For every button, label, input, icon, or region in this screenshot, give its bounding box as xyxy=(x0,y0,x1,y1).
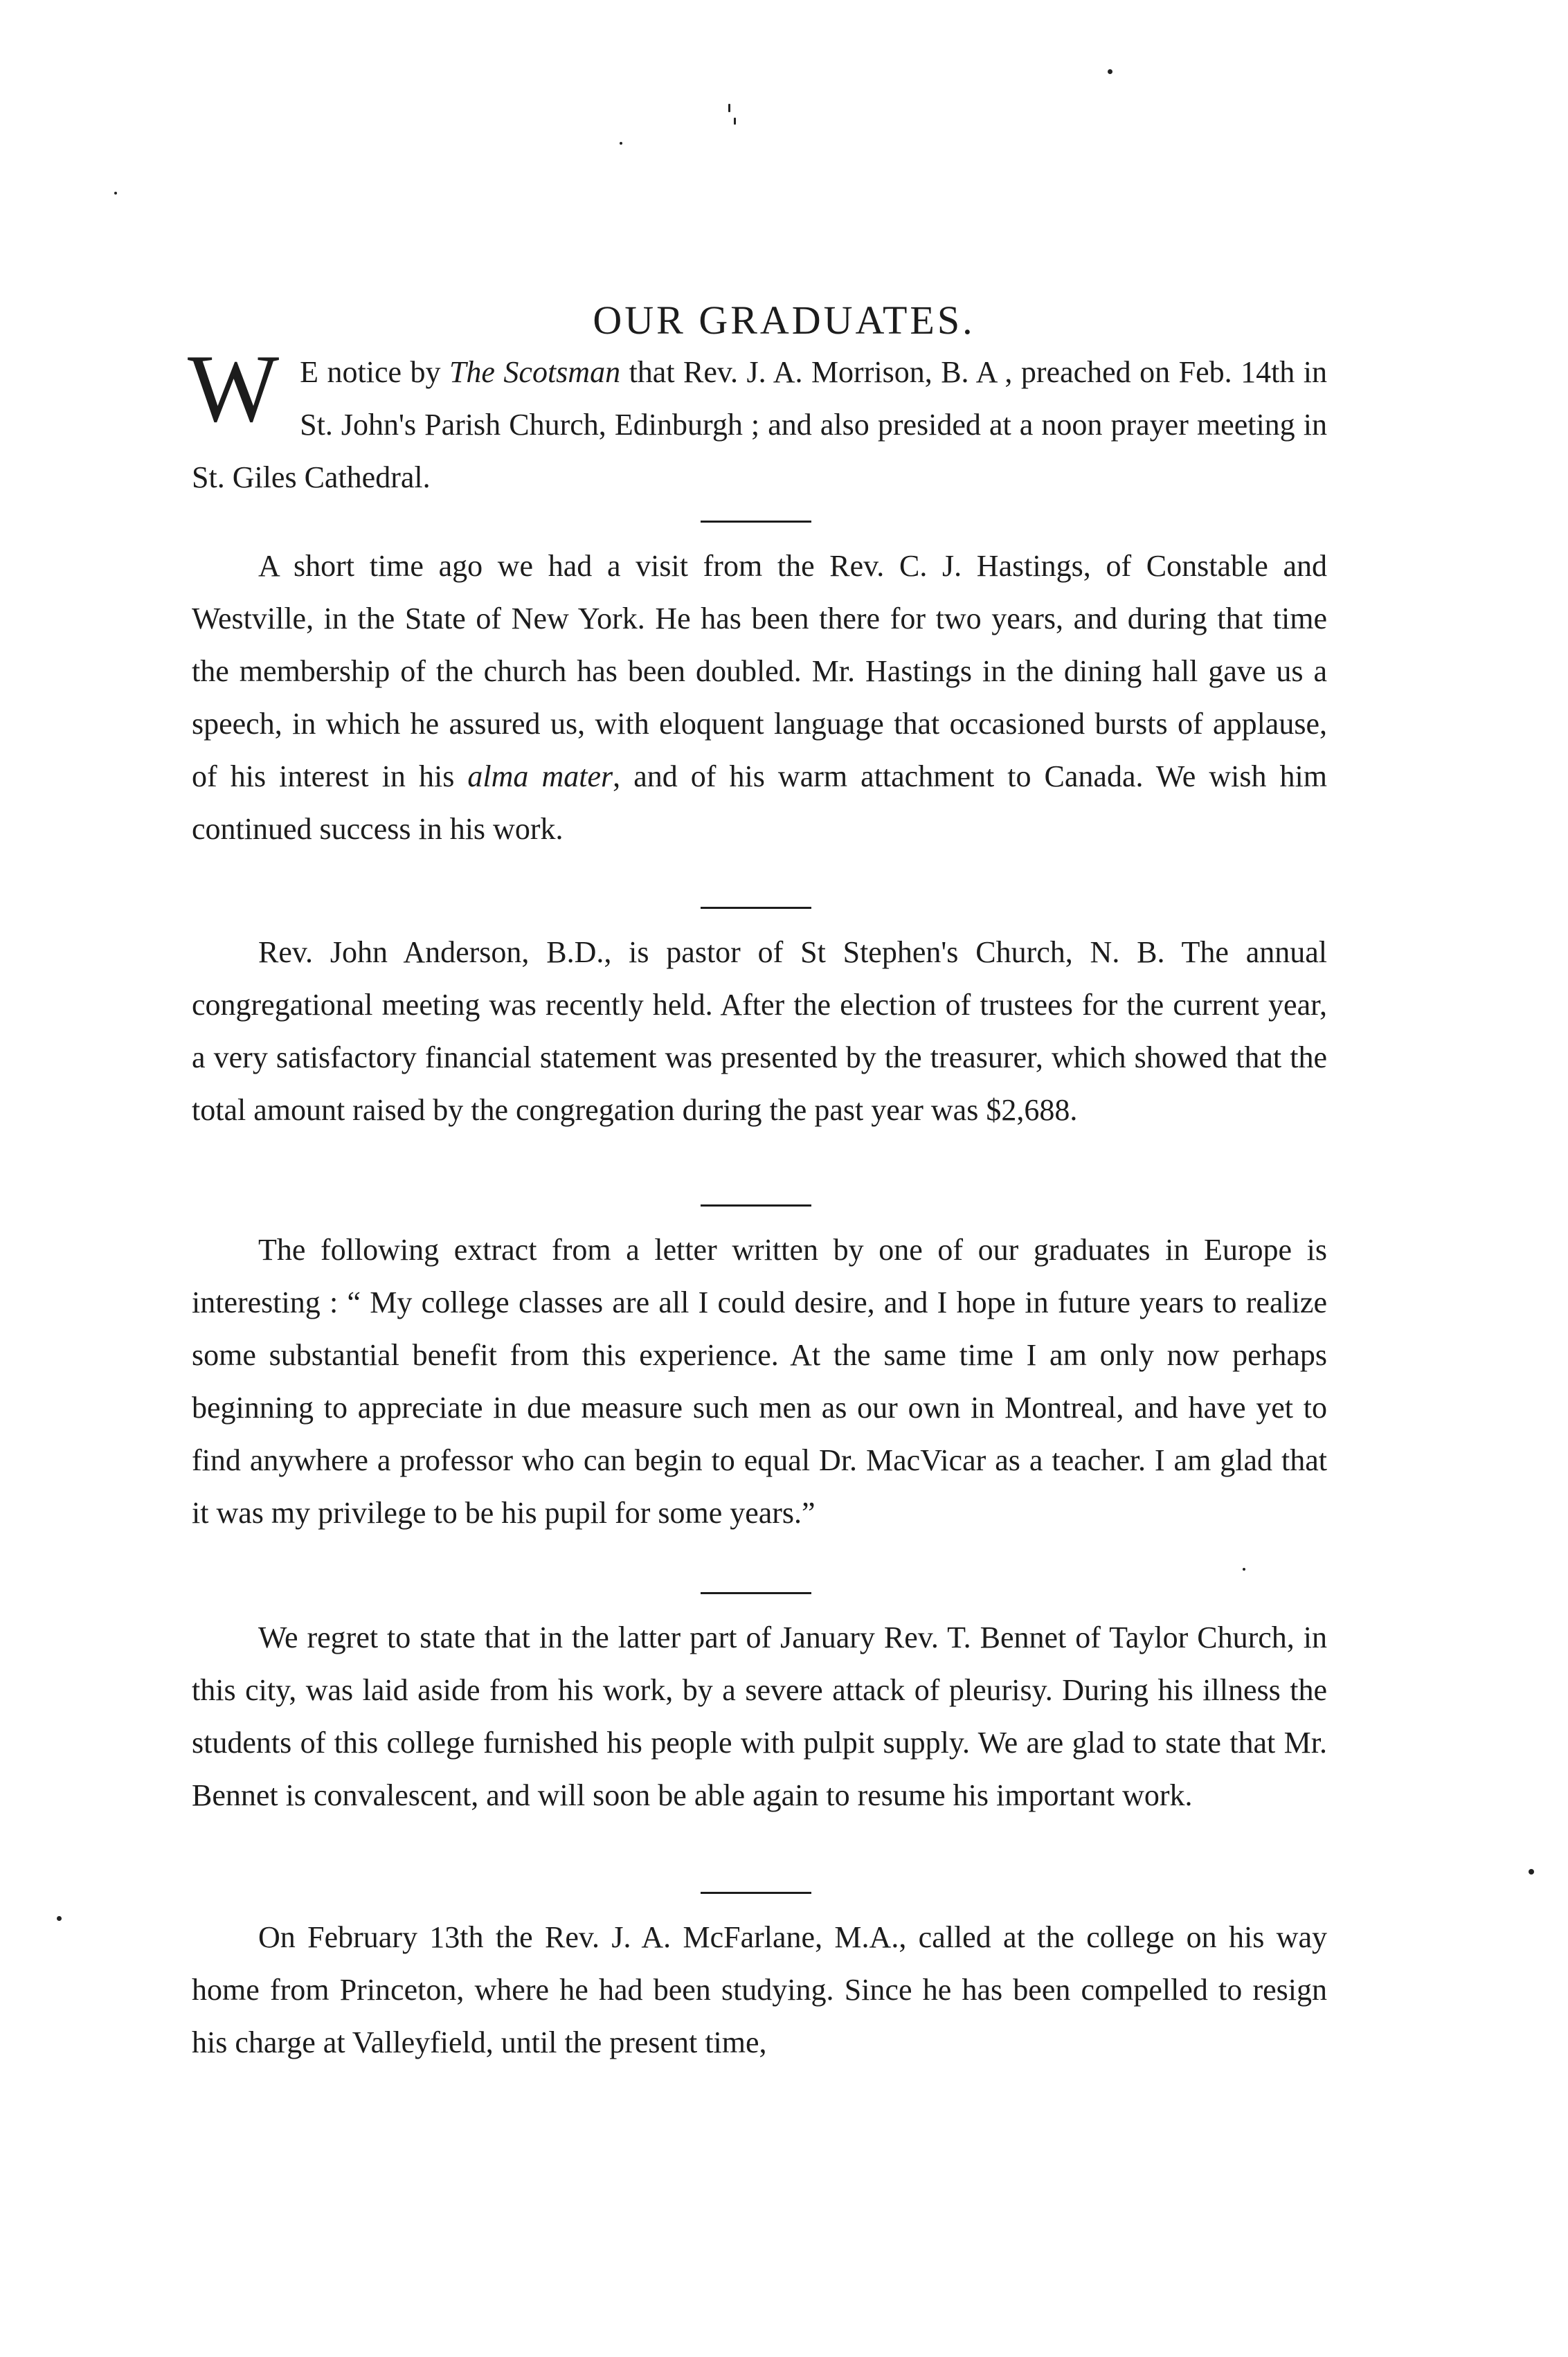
newspaper-title: The Scotsman xyxy=(449,355,621,389)
scan-speck xyxy=(1108,69,1112,74)
italic-phrase: alma mater xyxy=(467,759,613,793)
scan-speck xyxy=(734,118,736,125)
section-divider xyxy=(701,1204,811,1207)
section-divider xyxy=(701,1892,811,1894)
paragraph-text: that Rev. J. A. Morrison, B. A , preached on Feb. 14th in St. John's Parish Church, Edinburgh ; and also presided at a noon prayer meeting in St. Giles Cathedral. xyxy=(192,355,1328,494)
page-title: OUR GRADUATES. xyxy=(593,297,975,343)
scan-speck xyxy=(620,142,622,145)
drop-cap: W xyxy=(188,335,280,442)
section-divider xyxy=(701,1592,811,1594)
scan-speck xyxy=(728,104,730,112)
paragraph-text: We regret to state that in the latter part of January Rev. T. Bennet of Taylor Church, in this city, was laid aside from his work, by a severe attack of pleurisy. During his illness the students of this college furnished his people with pulpit supply. We are glad to state that Mr. Bennet is convalescent, and will soon be able again to resume his important work. xyxy=(192,1620,1327,1812)
scan-speck xyxy=(1243,1568,1245,1571)
paragraph-text: Rev. John Anderson, B.D., is pastor of St Stephen's Church, N. B. The annual congregational meeting was recently held. After the election of trustees for the current year, a very satisfactory financial statement was presented by the treasurer, which showed that the total amount raised by the congregation during the past year was $2,688. xyxy=(192,935,1327,1127)
paragraph-hastings xyxy=(192,540,1327,856)
scan-speck xyxy=(1529,1869,1534,1875)
paragraph-text: , and of his warm attachment to Canada. We wish him continued success in his work. xyxy=(192,759,1327,846)
paragraph-text: A short time ago we had a visit from the Rev. C. J. Hastings, of Constable and Westville, in the State of New York. He has been there for two years, and during that time the membership of the church has been doubled. Mr. Hastings in the dining hall gave us a speech, in which he assured us, with eloquent language that occasioned bursts of applause, of his interest in his xyxy=(192,549,1327,793)
paragraph-bennet xyxy=(192,1611,1327,1822)
paragraph-morrison xyxy=(188,335,1328,504)
scan-speck xyxy=(114,192,117,195)
paragraph-text: E notice by xyxy=(300,355,449,389)
section-divider xyxy=(701,521,811,523)
scan-speck xyxy=(57,1916,62,1921)
section-divider xyxy=(701,907,811,909)
paragraph-anderson xyxy=(192,926,1327,1137)
paragraph-text: The following extract from a letter written by one of our graduates in Europe is interesting : “ My college classes are all I could desire, and I hope in future years to realize some substantial benefit from this experience. At the same time I am only now perhaps beginning to appreciate in due measure such men as our own in Montreal, and have yet to find anywhere a professor who can begin to equal Dr. MacVicar as a teacher. I am glad that it was my privilege to be his pupil for some years.” xyxy=(192,1233,1327,1530)
paragraph-text: On February 13th the Rev. J. A. McFarlane, M.A., called at the college on his way home from Princeton, where he had been studying. Since he has been compelled to resign his charge at Valleyfield, until the present time, xyxy=(192,1920,1327,2059)
paragraph-letter-extract xyxy=(192,1224,1327,1539)
paragraph-mcfarlane xyxy=(192,1911,1327,2069)
